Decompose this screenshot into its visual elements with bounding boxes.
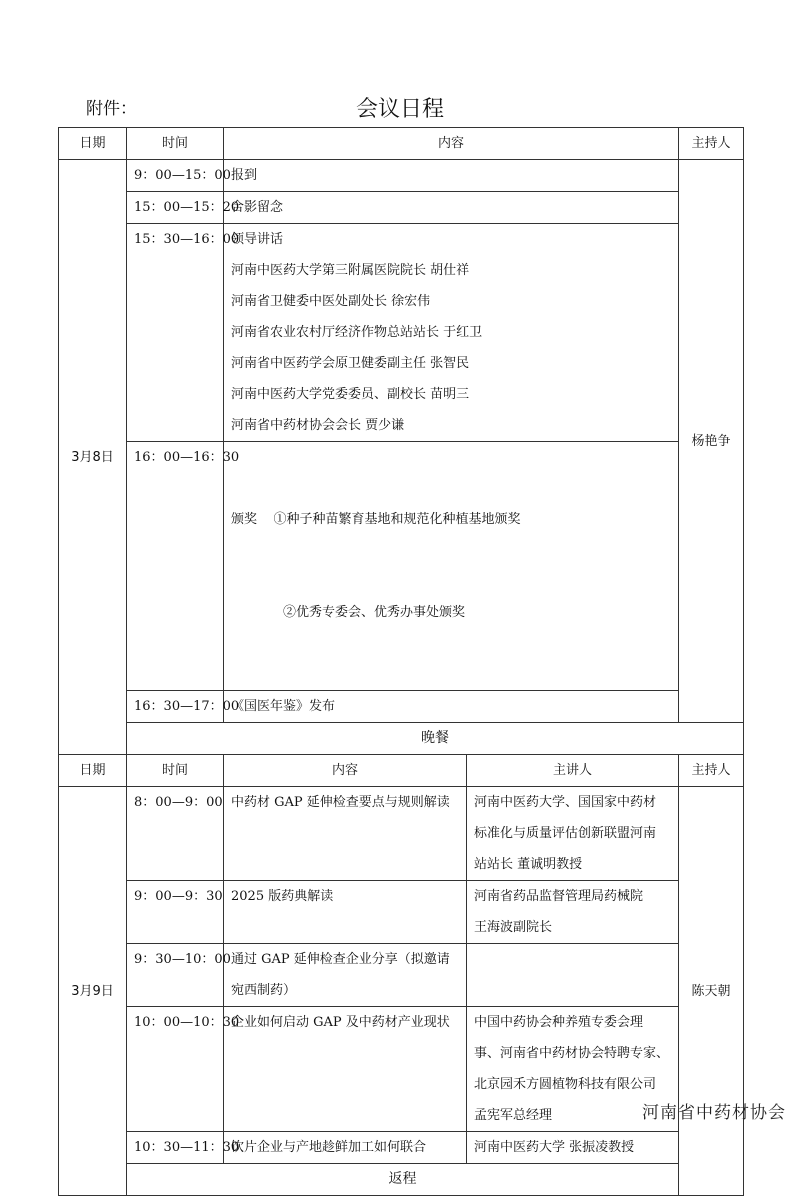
header-date: 日期 (59, 128, 127, 160)
table-row (59, 723, 744, 755)
table-row (59, 1164, 744, 1196)
table-row (59, 1132, 744, 1164)
time-cell: 15：30—16：00 (127, 224, 224, 442)
schedule-table (58, 127, 744, 1196)
day2-host: 陈天朝 (679, 787, 744, 1196)
content-cell: 领导讲话 河南中医药大学第三附属医院院长 胡仕祥 河南省卫健委中医处副处长 徐宏伟 河南省农业农村厅经济作物总站站长 于红卫 河南省中医药学会原卫健委副主任 张智民 河南中医药大学党委委员、副校长 苗明三 河南省中药材协会会长 贾少谦 (224, 224, 679, 442)
content-cell: 颁奖 ①种子种苗繁育基地和规范化种植基地颁奖 ②优秀专委会、优秀办事处颁奖 (224, 442, 679, 691)
speaker-cell (467, 944, 679, 1007)
table-row (59, 160, 744, 192)
header-host: 主持人 (679, 128, 744, 160)
day2-date: 3月9日 (59, 787, 127, 1196)
day1-closing: 晚餐 (127, 723, 744, 755)
content-cell: 通过 GAP 延伸检查企业分享（拟邀请 宛西制药） (224, 944, 467, 1007)
content-cell: 报到 (224, 160, 679, 192)
table-row (59, 224, 744, 442)
speaker-cell: 中国中药协会种养殖专委会理 事、河南省中药材协会特聘专家、 北京园禾方圆植物科技有限公司 孟宪军总经理 (467, 1007, 679, 1132)
time-cell: 16：30—17：00 (127, 691, 224, 723)
speaker-cell: 河南省药品监督管理局药械院 王海波副院长 (467, 881, 679, 944)
day1-host: 杨艳争 (679, 160, 744, 723)
content-cell: 合影留念 (224, 192, 679, 224)
table-row (59, 442, 744, 691)
content-cell: 2025 版药典解读 (224, 881, 467, 944)
table-row (59, 1007, 744, 1132)
day2-closing: 返程 (127, 1164, 679, 1196)
content-cell: 中药材 GAP 延伸检查要点与规则解读 (224, 787, 467, 881)
content-cell: 《国医年鉴》发布 (224, 691, 679, 723)
table-row (59, 881, 744, 944)
day1-date: 3月8日 (59, 160, 127, 755)
header-speaker: 主讲人 (467, 755, 679, 787)
day2-header-row (59, 755, 744, 787)
time-cell: 8：00—9：00 (127, 787, 224, 881)
day1-header-row (59, 128, 744, 160)
attachment-label: 附件： (86, 99, 137, 119)
header-content: 内容 (224, 755, 467, 787)
speaker-cell: 河南中医药大学 张振凌教授 (467, 1132, 679, 1164)
table-row (59, 787, 744, 881)
header-time: 时间 (127, 755, 224, 787)
content-cell: 企业如何启动 GAP 及中药材产业现状 (224, 1007, 467, 1132)
time-cell: 10：00—10：30 (127, 1007, 224, 1132)
page-title: 会议日程 (355, 97, 444, 122)
time-cell: 16：00—16：30 (127, 442, 224, 691)
time-cell: 9：00—9：30 (127, 881, 224, 944)
content-cell: 饮片企业与产地趁鲜加工如何联合 (224, 1132, 467, 1164)
speaker-cell: 河南中医药大学、国国家中药材 标准化与质量评估创新联盟河南 站站长 董诚明教授 (467, 787, 679, 881)
time-cell: 10：30—11：30 (127, 1132, 224, 1164)
header-content: 内容 (224, 128, 679, 160)
header-date: 日期 (59, 755, 127, 787)
time-cell: 9：00—15：00 (127, 160, 224, 192)
header-time: 时间 (127, 128, 224, 160)
table-row (59, 944, 744, 1007)
table-row (59, 691, 744, 723)
time-cell: 9：30—10：00 (127, 944, 224, 1007)
time-cell: 15：00—15：20 (127, 192, 224, 224)
header-host: 主持人 (679, 755, 744, 787)
footer-org: 河南省中药材协会 (642, 1103, 786, 1123)
table-row (59, 192, 744, 224)
